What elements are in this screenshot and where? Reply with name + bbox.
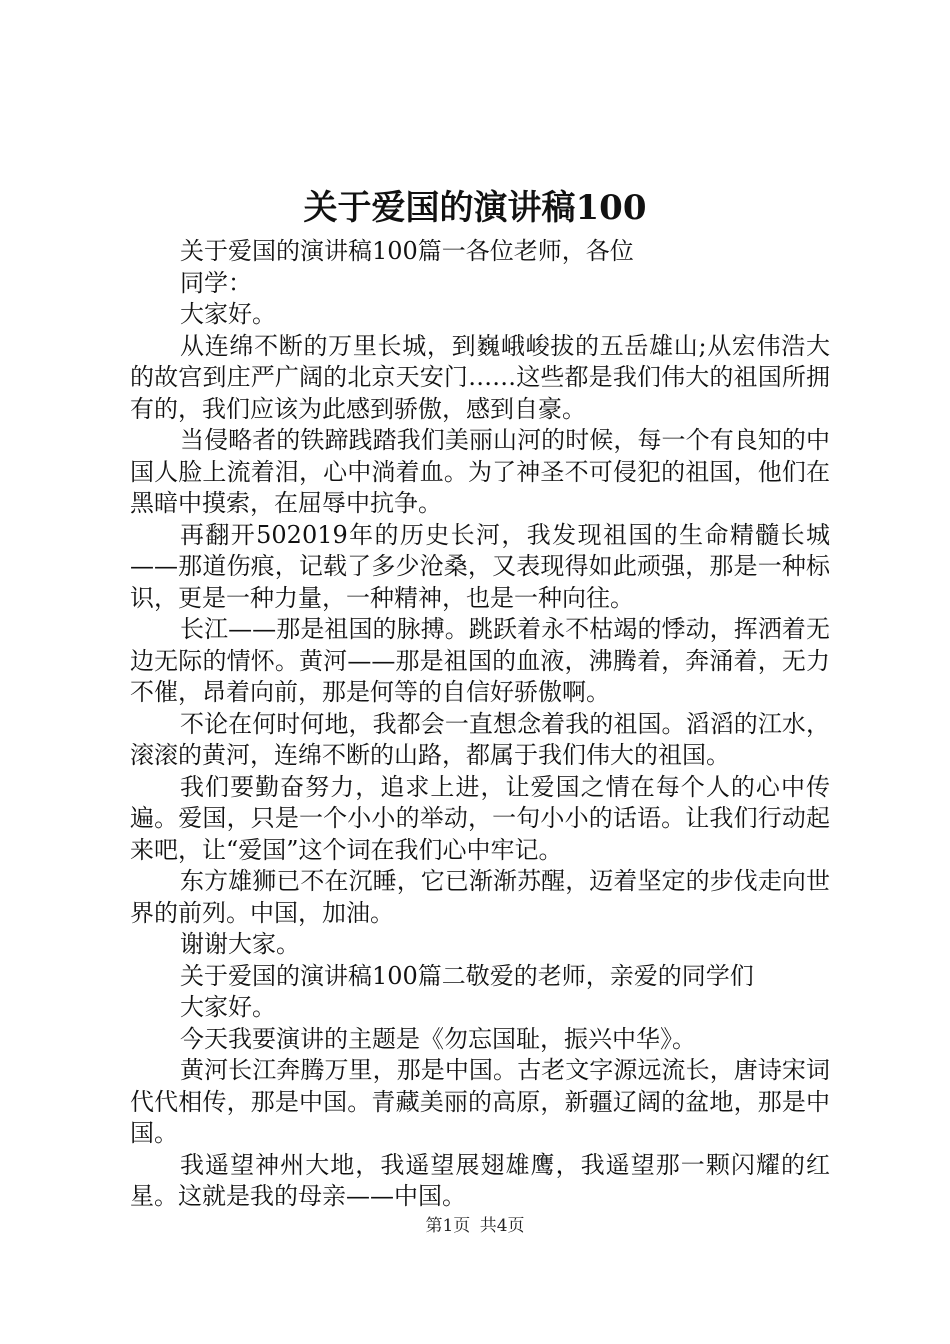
- document-title: 关于爱国的演讲稿100: [303, 188, 647, 228]
- paragraph: 关于爱国的演讲稿100篇二敬爱的老师，亲爱的同学们: [180, 961, 754, 990]
- paragraph: 黄河长江奔腾万里，那是中国。古老文字源远流长，唐诗宋词代代相传，那是中国。青藏美丽的高原，新疆辽阔的盆地，那是中国。: [130, 1056, 830, 1147]
- paragraph: 不论在何时何地，我都会一直想念着我的祖国。滔滔的江水，滚滚的黄河，连绵不断的山路，都属于我们伟大的祖国。: [130, 709, 830, 769]
- paragraph: 东方雄狮已不在沉睡，它已渐渐苏醒，迈着坚定的步伐走向世界的前列。中国，加油。: [130, 867, 830, 927]
- paragraph: 我遥望神州大地，我遥望展翅雄鹰，我遥望那一颗闪耀的红星。这就是我的母亲——中国。: [130, 1150, 830, 1210]
- paragraph: 今天我要演讲的主题是《勿忘国耻，振兴中华》。: [180, 1024, 696, 1053]
- paragraph: 长江——那是祖国的脉搏。跳跃着永不枯竭的悸动，挥洒着无边无际的情怀。黄河——那是祖国的血液，沸腾着，奔涌着，无力不催，昂着向前，那是何等的自信好骄傲啊。: [130, 615, 830, 706]
- paragraph: 当侵略者的铁蹄践踏我们美丽山河的时候，每一个有良知的中国人脸上流着泪，心中淌着血。为了神圣不可侵犯的祖国，他们在黑暗中摸索，在屈辱中抗争。: [130, 426, 830, 517]
- paragraph: 大家好。: [180, 993, 276, 1021]
- paragraph: 关于爱国的演讲稿100篇一各位老师，各位: [180, 237, 634, 265]
- page-total: 共4页: [479, 1216, 525, 1236]
- paragraph: 我们要勤奋努力，追求上进，让爱国之情在每个人的心中传遍。爱国，只是一个小小的举动，一句小小的话语。让我们行动起来吧，让“爱国”这个词在我们心中牢记。: [130, 772, 830, 864]
- paragraph: 从连绵不断的万里长城，到巍峨峻拔的五岳雄山;从宏伟浩大的故宫到庄严广阔的北京天安门……这些都是我们伟大的祖国所拥有的，我们应该为此感到骄傲，感到自豪。: [130, 331, 830, 423]
- paragraph: 再翻开502019年的历史长河，我发现祖国的生命精髓长城——那道伤痕，记载了多少沧桑，又表现得如此顽强，那是一种标识，更是一种力量，一种精神，也是一种向往。: [130, 520, 830, 612]
- paragraph: 谢谢大家。: [180, 930, 300, 958]
- paragraph: 大家好。: [180, 300, 276, 328]
- page-number: 第1页: [425, 1216, 471, 1236]
- document-body: [130, 236, 830, 1213]
- paragraph: 同学：: [180, 268, 252, 297]
- page-footer: [0, 1214, 950, 1238]
